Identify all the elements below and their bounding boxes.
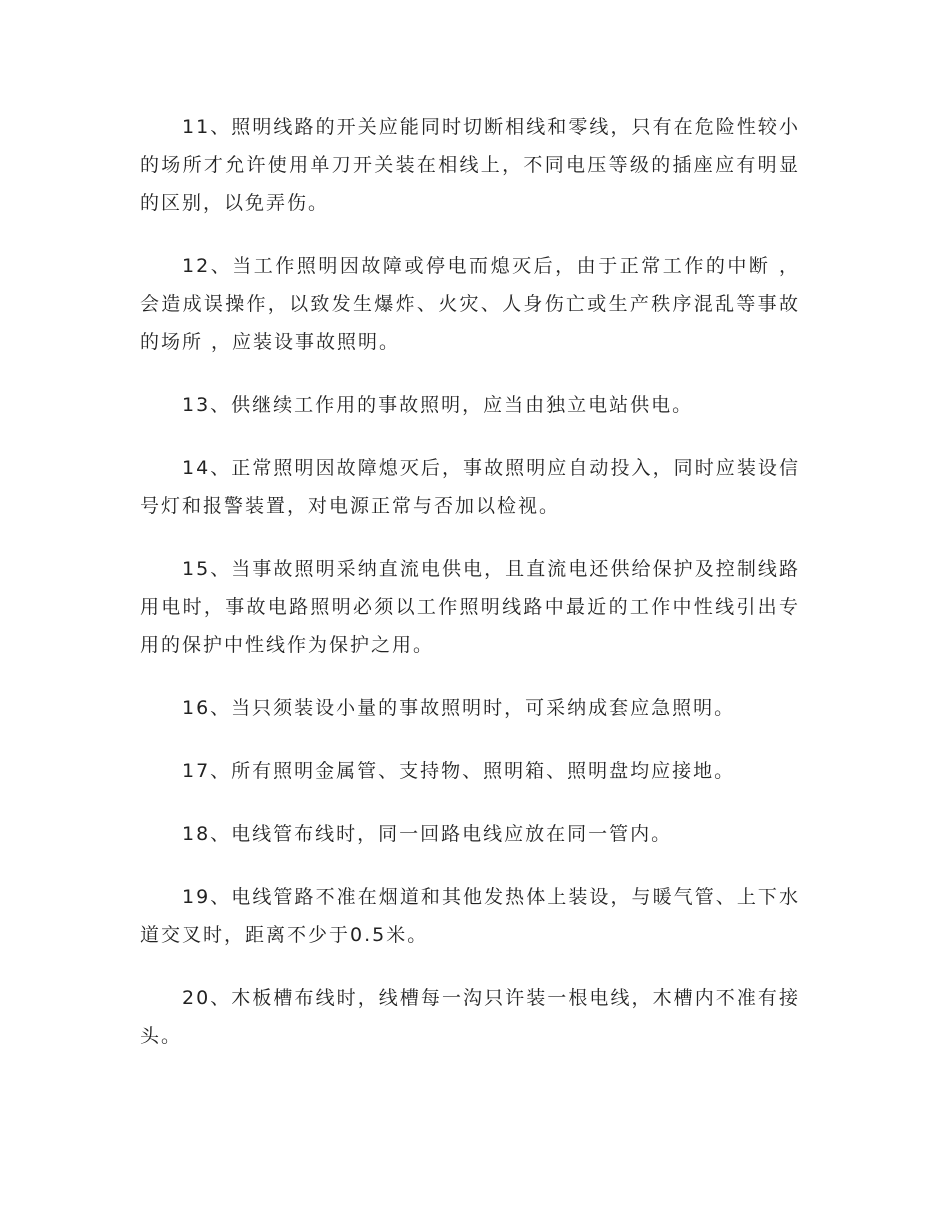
paragraph-13: 13、供继续工作用的事故照明，应当由独立电站供电。 (182, 394, 694, 416)
document-body (140, 108, 800, 1080)
paragraph-14: 14、正常照明因故障熄灭后，事故照明应自动投入，同时应装设信号灯和报警装置，对电源正常与否加以检视。 (140, 457, 800, 517)
paragraph-20: 20、木板槽布线时，线槽每一沟只许装一根电线，木槽内不准有接头。 (140, 987, 800, 1047)
paragraph-15: 15、当事故照明采纳直流电供电，且直流电还供给保护及控制线路用电时，事故电路照明必须以工作照明线路中最近的工作中性线引出专用的保护中性线作为保护之用。 (140, 558, 800, 656)
paragraph-17: 17、所有照明金属管、支持物、照明箱、照明盘均应接地。 (182, 760, 736, 782)
paragraph-19: 19、电线管路不准在烟道和其他发热体上装设，与暖气管、上下水道交叉时，距离不少于0.5米。 (140, 886, 800, 946)
paragraph-18: 18、电线管布线时，同一回路电线应放在同一管内。 (182, 823, 673, 845)
paragraph-11: 11、照明线路的开关应能同时切断相线和零线，只有在危险性较小的场所才允许使用单刀开关装在相线上，不同电压等级的插座应有明显的区别，以免弄伤。 (140, 116, 800, 214)
paragraph-16: 16、当只须装设小量的事故照明时，可采纳成套应急照明。 (182, 697, 736, 719)
paragraph-12: 12、当工作照明因故障或停电而熄灭后，由于正常工作的中断 ，会造成误操作，以致发生爆炸、火灾、人身伤亡或生产秩序混乱等事故的场所 ，应装设事故照明。 (140, 255, 800, 353)
